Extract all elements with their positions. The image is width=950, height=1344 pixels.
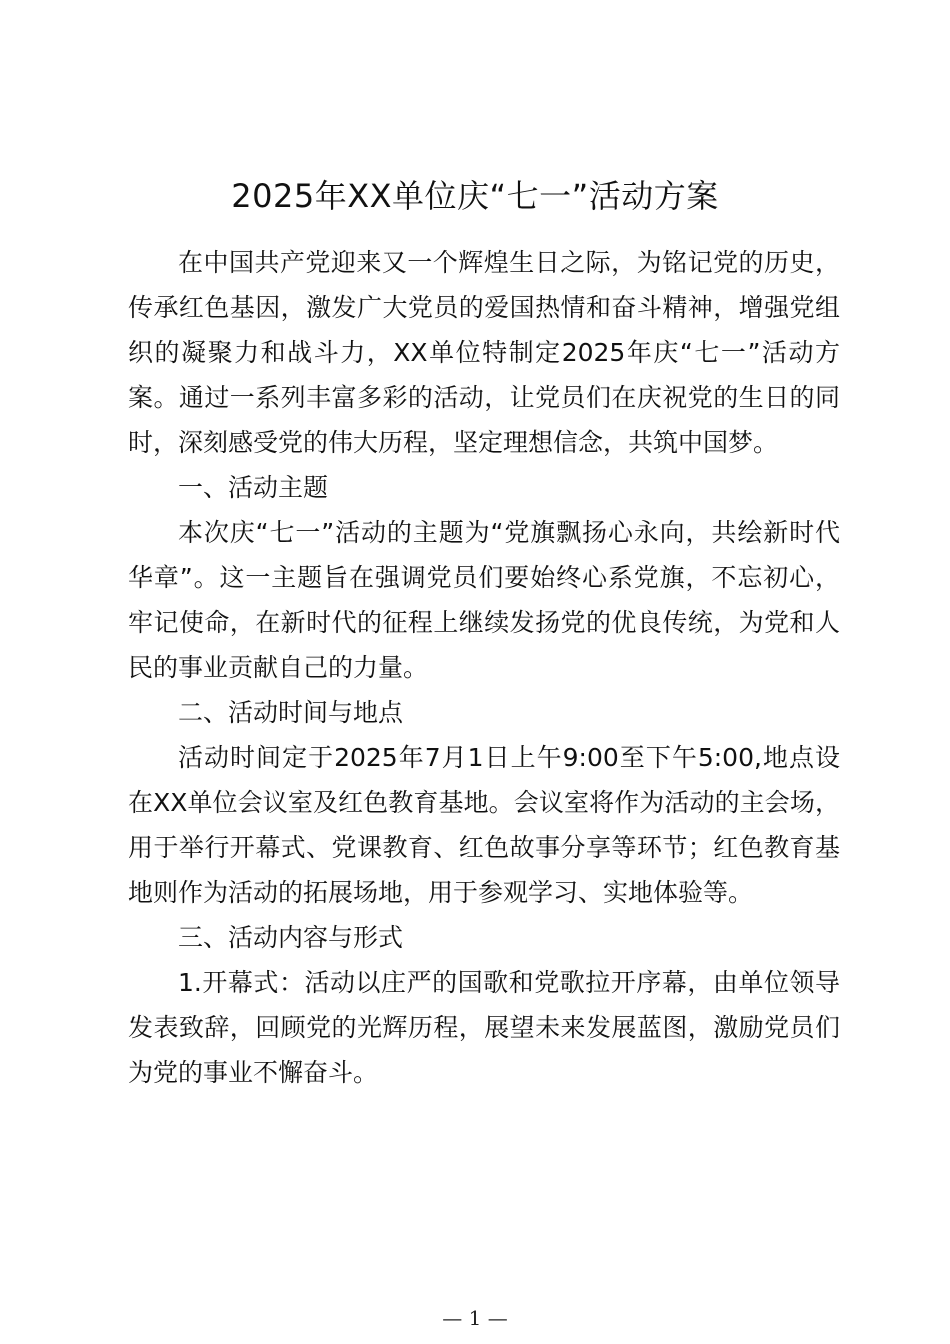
section-heading-time-place: 二、活动时间与地点 (178, 698, 404, 727)
page-number: — 1 — (442, 1306, 508, 1330)
section-heading-content-form: 三、活动内容与形式 (178, 923, 404, 952)
document-body (128, 240, 840, 1095)
time-place-paragraph: 活动时间定于2025年7月1日上午9:00至下午5:00,地点设在XX单位会议室及红色教育基地。会议室将作为活动的主会场，用于举行开幕式、党课教育、红色故事分享等环节；红色教育基地则作为活动的拓展场地，用于参观学习、实地体验等。 (128, 743, 840, 907)
opening-ceremony-paragraph: 1.开幕式：活动以庄严的国歌和党歌拉开序幕，由单位领导发表致辞，回顾党的光辉历程，展望未来发展蓝图，激励党员们为党的事业不懈奋斗。 (128, 968, 840, 1087)
intro-paragraph: 在中国共产党迎来又一个辉煌生日之际，为铭记党的历史，传承红色基因，激发广大党员的爱国热情和奋斗精神，增强党组织的凝聚力和战斗力，XX单位特制定2025年庆“七一”活动方案。通过一系列丰富多彩的活动，让党员们在庆祝党的生日的同时，深刻感受党的伟大历程，坚定理想信念，共筑中国梦。 (128, 248, 840, 457)
section-heading-theme: 一、活动主题 (178, 473, 329, 502)
document-title: 2025年XX单位庆“七一”活动方案 (231, 177, 719, 215)
theme-paragraph: 本次庆“七一”活动的主题为“党旗飘扬心永向，共绘新时代华章”。这一主题旨在强调党员们要始终心系党旗，不忘初心，牢记使命，在新时代的征程上继续发扬党的优良传统，为党和人民的事业贡献自己的力量。 (128, 518, 840, 682)
